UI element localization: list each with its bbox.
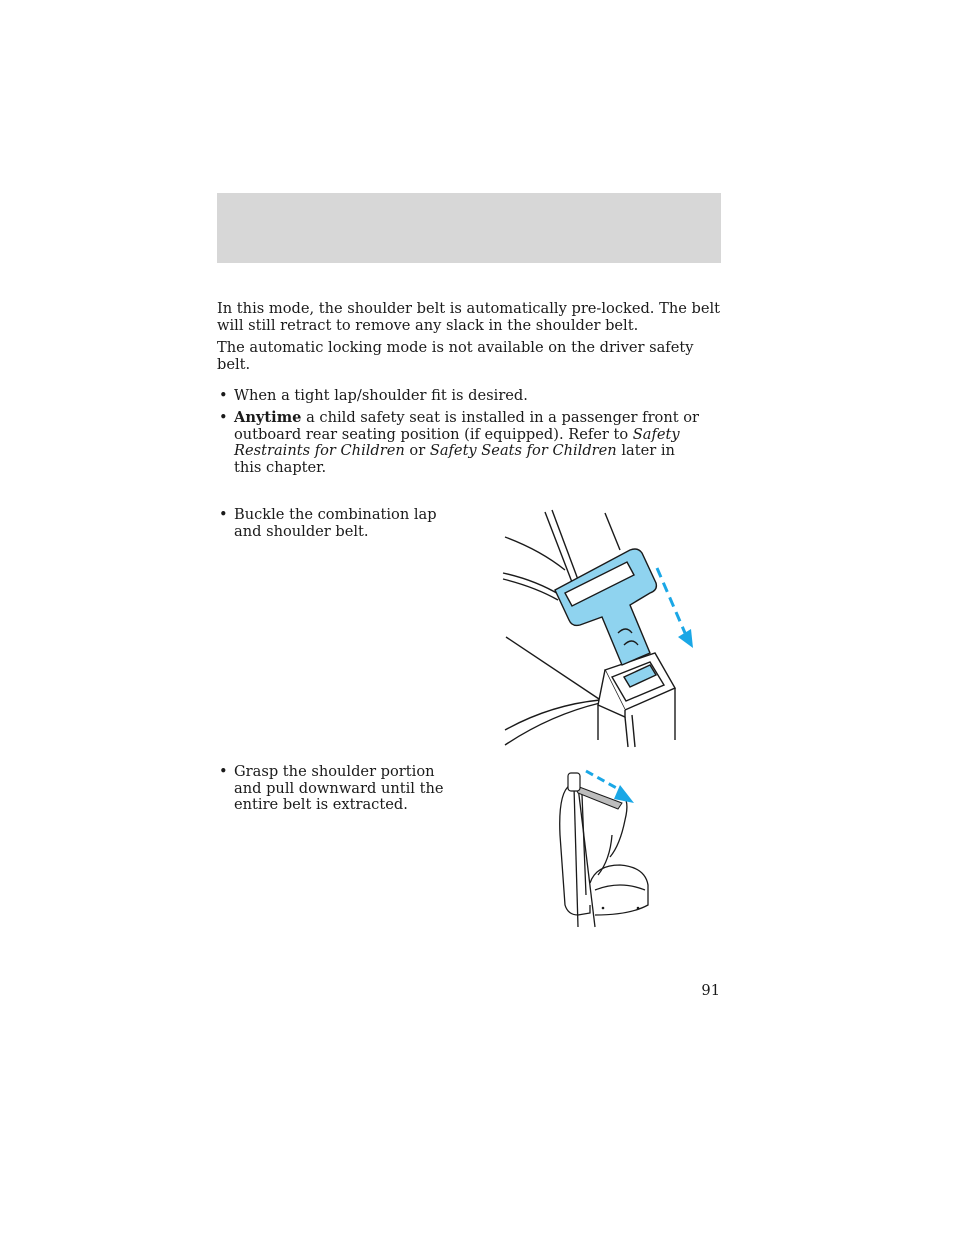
shoulder-belt-edge	[552, 510, 580, 585]
paragraph-pre-locked: In this mode, the shoulder belt is automatically pre-locked. The belt will still retract to remove any slack in the shoulder belt.	[217, 300, 721, 334]
pull-direction-arrow	[586, 771, 622, 791]
belt-webbing-edge	[605, 513, 620, 550]
bullet-dot: •	[219, 506, 228, 523]
list-item	[217, 410, 721, 478]
bullet-dot: •	[219, 763, 228, 780]
bullet-dot: •	[219, 409, 228, 426]
page-number: 91	[701, 982, 720, 999]
step-buckle	[217, 507, 467, 541]
buckle-insert-illustration	[500, 505, 700, 750]
text-segment: or	[404, 442, 430, 459]
text-segment: later in this chapter.	[234, 442, 675, 476]
seat-edge-line	[506, 637, 605, 703]
list-item-text: When a tight lap/shoulder fit is desired.	[234, 387, 528, 404]
arrow-head	[614, 785, 634, 803]
lap-belt-edge	[503, 573, 560, 595]
paragraph-not-available-driver: The automatic locking mode is not available on the driver safety belt.	[217, 339, 694, 373]
bold-anytime: Anytime	[234, 409, 302, 426]
belt-retractor-guide	[568, 773, 580, 791]
step-text: Buckle the combination lap and shoulder belt.	[234, 506, 437, 540]
buckle-receiver	[598, 653, 675, 747]
list-item-text	[234, 410, 704, 476]
step-grasp	[217, 764, 467, 816]
reference-safety-seats-for-children: Safety Seats for Children	[429, 442, 617, 459]
pull-direction-arrow	[657, 568, 685, 633]
shoulder-belt-edge	[545, 512, 575, 590]
step-text: Grasp the shoulder portion and pull downward until the entire belt is extracted.	[234, 763, 444, 813]
bullet-dot: •	[219, 387, 228, 404]
reference-safety-restraints-for-children: Safety Restraints for Children	[234, 425, 680, 459]
seat-cushion-line	[505, 700, 600, 730]
seat-cushion-outline	[590, 865, 648, 915]
list-item	[217, 388, 721, 405]
seat-belt-pull-illustration	[550, 765, 660, 935]
belt-webbing	[574, 787, 578, 927]
text-segment: a child safety seat is installed in a passenger front or outboard rear seating position (if equipped). Refer to	[234, 409, 700, 443]
section-header-band	[217, 193, 721, 263]
